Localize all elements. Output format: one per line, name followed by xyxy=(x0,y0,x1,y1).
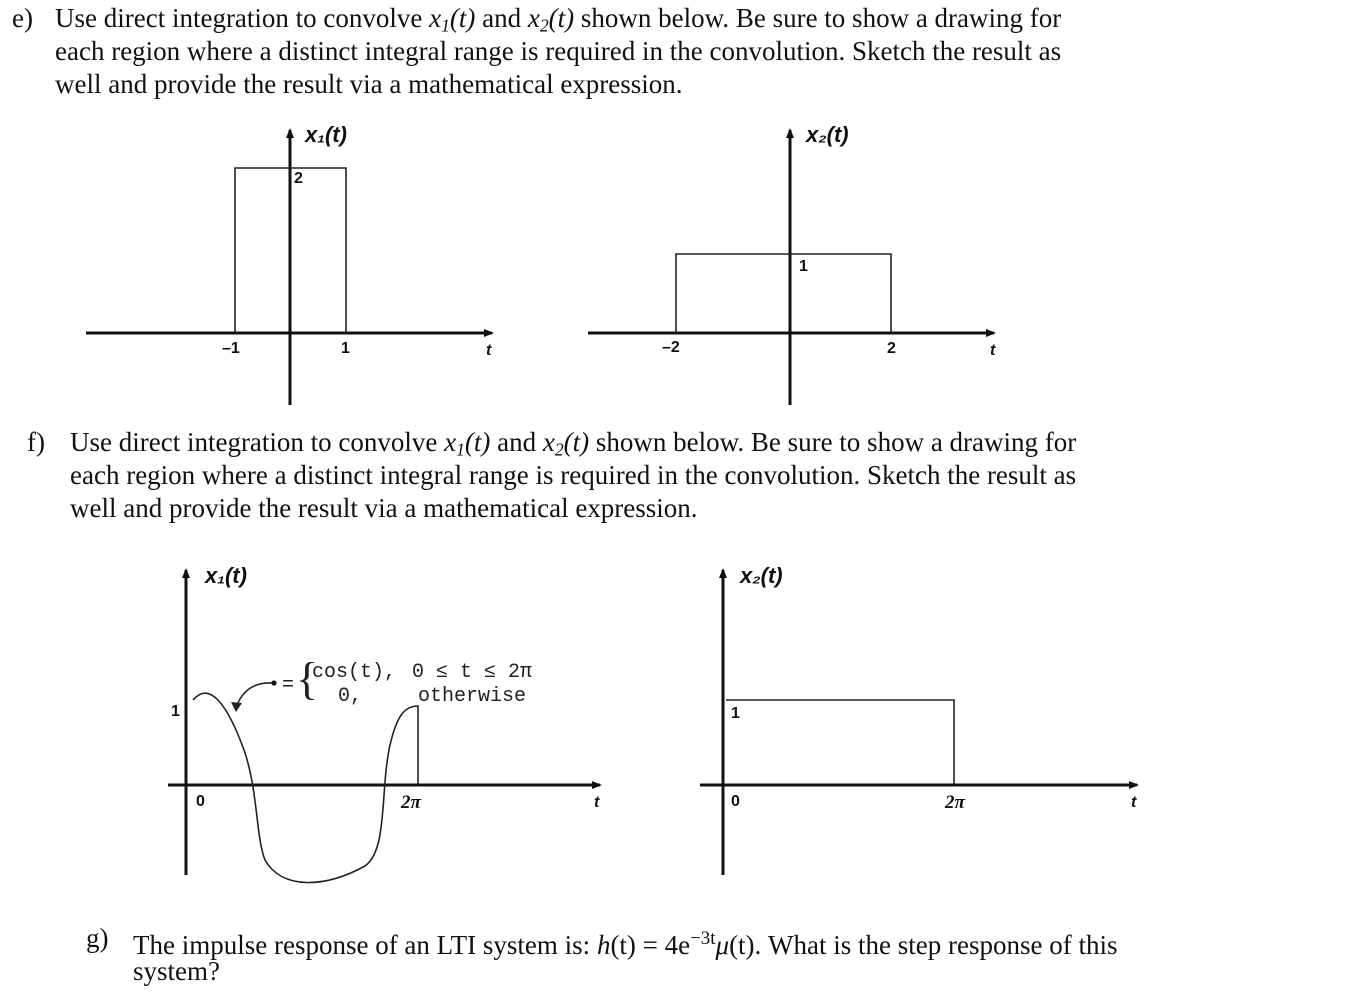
problem-g-label: g) xyxy=(86,923,109,953)
pointer-arrowhead xyxy=(231,702,242,712)
tick-label-2pi: 2π xyxy=(945,792,965,813)
plot-e-x1 xyxy=(86,122,492,405)
tick-label-right: 1 xyxy=(341,340,350,357)
t-axis-label: t xyxy=(594,794,600,811)
tick-label-left: –1 xyxy=(222,340,240,357)
tick-label-left: –2 xyxy=(662,339,680,356)
rect-pulse xyxy=(726,700,954,785)
amplitude-label: 2 xyxy=(294,170,303,187)
origin-label: 0 xyxy=(196,793,205,810)
problem-e-line3: well and provide the result via a mathematical expression. xyxy=(55,69,683,99)
pointer-arrow xyxy=(236,683,272,708)
t-axis-label: t xyxy=(990,342,996,359)
t-axis-label: t xyxy=(1131,794,1137,811)
problem-e-label: e) xyxy=(12,3,33,33)
problem-g-line1: The impulse response of an LTI system is: $h(t) = 4e^{-3t}\mu(t)$. What is the step response of this xyxy=(133,928,1118,960)
rect-pulse xyxy=(676,254,891,333)
problem-f-line1: Use direct integration to convolve $x_1(t)$ and $x_2(t)$ shown below. Be sure to show a drawing for xyxy=(70,427,1077,460)
case1-expr: cos(t), xyxy=(312,661,397,684)
tick-label-2pi: 2π xyxy=(401,792,421,813)
plot-f-x2 xyxy=(700,563,1137,875)
problem-e-line1: Use direct integration to convolve $x_1(t)$ and $x_2(t)$ shown below. Be sure to show a drawing for xyxy=(55,3,1062,36)
signal-name: x₁(t) xyxy=(305,122,347,147)
problem-f-line3: well and provide the result via a mathematical expression. xyxy=(70,493,698,523)
problem-f-line2: each region where a distinct integral range is required in the convolution. Sketch the result as xyxy=(70,460,1077,490)
eq-sign: = xyxy=(282,674,295,697)
signal-name: x₂(t) xyxy=(740,563,783,588)
pointer-dot xyxy=(271,680,276,685)
tick-label-right: 2 xyxy=(887,340,896,357)
case1-cond: 0 ≤ t ≤ 2π xyxy=(412,661,533,684)
signal-name: x₁(t) xyxy=(205,563,247,588)
plot-e-x2 xyxy=(588,122,996,405)
amplitude-label: 1 xyxy=(731,705,740,722)
origin-label: 0 xyxy=(731,793,740,810)
case2-expr: 0, xyxy=(338,685,363,708)
problem-g-line2: system? xyxy=(133,956,220,986)
cosine-curve xyxy=(193,693,418,882)
t-axis-label: t xyxy=(486,342,492,359)
problem-e-line2: each region where a distinct integral range is required in the convolution. Sketch the result as xyxy=(55,36,1062,66)
signal-name: x₂(t) xyxy=(806,122,849,147)
amplitude-label: 1 xyxy=(171,703,180,720)
amplitude-label: 1 xyxy=(799,258,808,275)
problem-f-label: f) xyxy=(27,427,45,457)
plot-f-x1 xyxy=(168,563,600,883)
case2-cond: otherwise xyxy=(418,685,527,708)
brace-icon: { xyxy=(296,653,319,704)
